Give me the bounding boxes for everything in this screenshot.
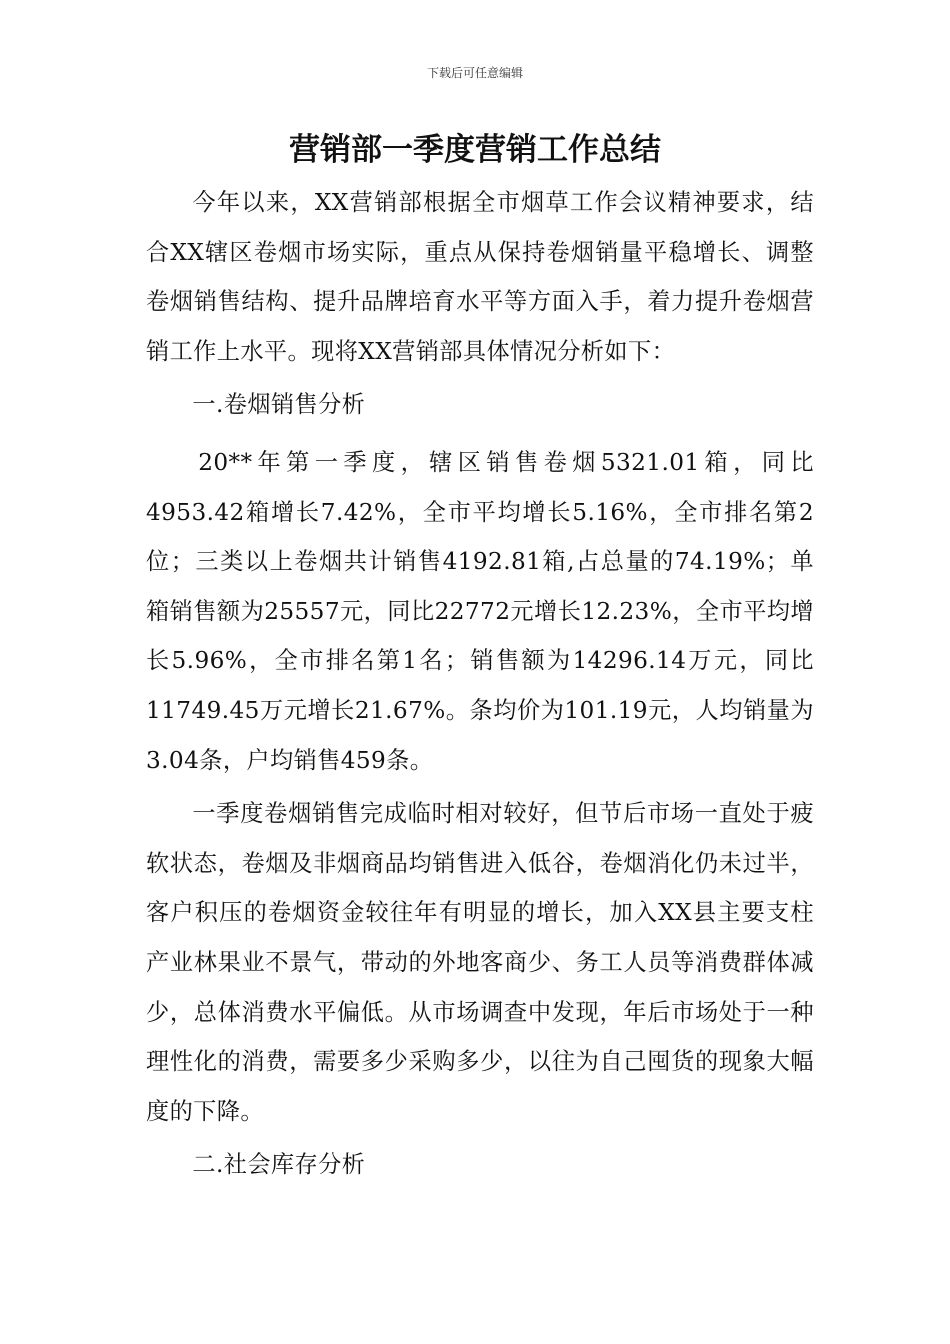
document-body — [146, 178, 814, 1198]
document-title: 营销部一季度营销工作总结 — [289, 132, 661, 168]
section-heading-sales: 一.卷烟销售分析 — [192, 391, 366, 419]
paragraph-intro: 今年以来，XX营销部根据全市烟草工作会议精神要求，结合XX辖区卷烟市场实际，重点从保持卷烟销量平稳增长、调整卷烟销售结构、提升品牌培育水平等方面入手，着力提升卷烟营销工作上水平。现将XX营销部具体情况分析如下： — [146, 189, 814, 365]
header-note: 下载后可任意编辑 — [426, 66, 523, 80]
paragraph-market-analysis: 一季度卷烟销售完成临时相对较好，但节后市场一直处于疲软状态，卷烟及非烟商品均销售进入低谷，卷烟消化仍未过半，客户积压的卷烟资金较往年有明显的增长，加入XX县主要支柱产业林果业不景气，带动的外地客商少、务工人员等消费群体减少，总体消费水平偏低。从市场调查中发现，年后市场处于一种理性化的消费，需要多少采购多少，以往为自己囤货的现象大幅度的下降。 — [146, 800, 814, 1125]
paragraph-sales-data: 20**年第一季度，辖区销售卷烟5321.01箱，同比4953.42箱增长7.42%，全市平均增长5.16%，全市排名第2位；三类以上卷烟共计销售4192.81箱,占总量的74.19%；单箱销售额为25557元，同比22772元增长12.23%，全市平均增长5.96%，全市排名第1名；销售额为14296.14万元，同比11749.45万元增长21.67%。条均价为101.19元，人均销量为3.04条，户均销售459条。 — [146, 448, 814, 774]
section-heading-inventory: 二.社会库存分析 — [192, 1151, 366, 1179]
